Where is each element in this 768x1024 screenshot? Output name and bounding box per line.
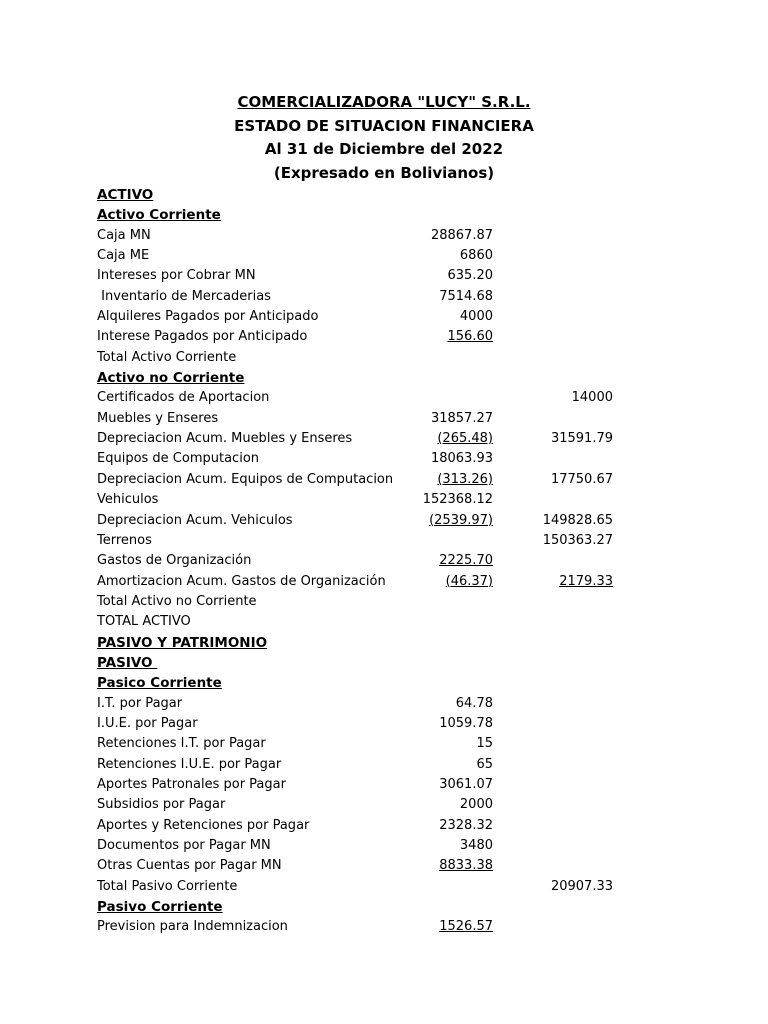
account-row bbox=[0, 755, 768, 775]
account-label: Aportes Patronales por Pagar bbox=[97, 776, 286, 792]
account-label: Vehiculos bbox=[97, 492, 159, 508]
account-row bbox=[0, 856, 768, 876]
account-row bbox=[0, 511, 768, 531]
total-amount: 149828.65 bbox=[542, 512, 613, 528]
account-label: Retenciones I.T. por Pagar bbox=[97, 736, 266, 752]
account-row bbox=[0, 409, 768, 429]
detail-amount: 156.60 bbox=[447, 329, 493, 345]
account-row bbox=[0, 266, 768, 286]
detail-amount: 18063.93 bbox=[430, 451, 493, 467]
detail-amount: 2225.70 bbox=[439, 553, 493, 569]
account-row bbox=[0, 551, 768, 571]
detail-amount: 4000 bbox=[459, 309, 493, 325]
account-label: Prevision para Indemnizacion bbox=[97, 919, 288, 935]
account-row bbox=[0, 612, 768, 632]
total-amount: 17750.67 bbox=[550, 471, 613, 487]
detail-amount: 15 bbox=[476, 736, 493, 752]
account-row bbox=[0, 348, 768, 368]
detail-amount: (46.37) bbox=[445, 573, 493, 589]
account-row bbox=[0, 490, 768, 510]
detail-amount: 1526.57 bbox=[439, 919, 493, 935]
account-row bbox=[0, 775, 768, 795]
account-label: Interese Pagados por Anticipado bbox=[97, 329, 308, 345]
section-heading-row bbox=[0, 653, 768, 673]
account-label: I.U.E. por Pagar bbox=[97, 715, 198, 731]
detail-amount: 3061.07 bbox=[439, 776, 493, 792]
total-amount: 150363.27 bbox=[542, 532, 613, 548]
section-heading-row bbox=[0, 673, 768, 693]
account-row bbox=[0, 917, 768, 937]
account-label: Certificados de Aportacion bbox=[97, 390, 270, 406]
account-label: Caja MN bbox=[97, 227, 151, 243]
section-heading: PASIVO Y PATRIMONIO bbox=[97, 634, 268, 651]
detail-amount: 65 bbox=[476, 756, 493, 772]
account-label: Total Pasivo Corriente bbox=[97, 878, 238, 894]
detail-amount: 2328.32 bbox=[439, 817, 493, 833]
account-row bbox=[0, 287, 768, 307]
account-label: Total Activo no Corriente bbox=[97, 593, 257, 609]
detail-amount: 2000 bbox=[459, 797, 493, 813]
detail-amount: 3480 bbox=[459, 838, 493, 853]
account-label: Intereses por Cobrar MN bbox=[97, 268, 256, 284]
account-row bbox=[0, 734, 768, 754]
section-heading: Activo no Corriente bbox=[97, 370, 245, 387]
detail-amount: 7514.68 bbox=[439, 288, 493, 304]
account-row bbox=[0, 694, 768, 714]
section-heading: Pasivo Corriente bbox=[97, 899, 223, 916]
detail-amount: 31857.27 bbox=[430, 410, 493, 426]
detail-amount: (2539.97) bbox=[429, 512, 493, 528]
account-label: Total Activo Corriente bbox=[97, 349, 237, 365]
total-amount: 20907.33 bbox=[550, 878, 613, 894]
account-row bbox=[0, 714, 768, 734]
account-label: Muebles y Enseres bbox=[97, 410, 219, 426]
account-label: Depreciacion Acum. Equipos de Computacion bbox=[97, 471, 394, 487]
account-label: I.T. por Pagar bbox=[97, 695, 183, 711]
account-row bbox=[0, 795, 768, 815]
detail-amount: 635.20 bbox=[447, 268, 493, 284]
account-row bbox=[0, 877, 768, 897]
document-header bbox=[0, 91, 768, 185]
account-label: TOTAL ACTIVO bbox=[97, 614, 191, 630]
detail-amount: 152368.12 bbox=[422, 492, 493, 508]
section-heading: ACTIVO bbox=[97, 187, 154, 203]
statement-title: ESTADO DE SITUACION FINANCIERA bbox=[234, 116, 534, 135]
account-label: Terrenos bbox=[97, 532, 152, 548]
account-row bbox=[0, 388, 768, 408]
account-row bbox=[0, 246, 768, 266]
detail-amount: 28867.87 bbox=[430, 227, 493, 243]
account-label: Inventario de Mercaderias bbox=[97, 288, 271, 304]
section-heading-row bbox=[0, 897, 768, 917]
account-row bbox=[0, 327, 768, 347]
section-heading-row bbox=[0, 205, 768, 225]
account-label: Amortizacion Acum. Gastos de Organización bbox=[97, 573, 386, 589]
account-row bbox=[0, 572, 768, 592]
detail-amount: (265.48) bbox=[437, 431, 493, 447]
detail-amount: 8833.38 bbox=[439, 858, 493, 874]
account-label: Aportes y Retenciones por Pagar bbox=[97, 817, 310, 833]
detail-amount: (313.26) bbox=[437, 471, 493, 487]
total-amount: 31591.79 bbox=[550, 431, 613, 447]
account-row bbox=[0, 836, 768, 856]
account-row bbox=[0, 226, 768, 246]
balance-sheet-table bbox=[0, 185, 768, 938]
account-row bbox=[0, 449, 768, 469]
account-label: Depreciacion Acum. Muebles y Enseres bbox=[97, 431, 353, 447]
account-label: Gastos de Organización bbox=[97, 553, 252, 569]
account-label: Retenciones I.U.E. por Pagar bbox=[97, 756, 282, 772]
account-row bbox=[0, 592, 768, 612]
account-label: Alquileres Pagados por Anticipado bbox=[97, 309, 319, 325]
account-label: Documentos por Pagar MN bbox=[97, 838, 271, 853]
company-name: COMERCIALIZADORA "LUCY" S.R.L. bbox=[237, 93, 531, 111]
section-heading-row bbox=[0, 185, 768, 205]
account-label: Subsidios por Pagar bbox=[97, 797, 226, 813]
account-label: Depreciacion Acum. Vehiculos bbox=[97, 512, 293, 528]
account-label: Equipos de Computacion bbox=[97, 451, 260, 467]
account-row bbox=[0, 816, 768, 836]
account-row bbox=[0, 307, 768, 327]
account-label: Otras Cuentas por Pagar MN bbox=[97, 858, 282, 874]
detail-amount: 1059.78 bbox=[439, 715, 493, 731]
account-label: Caja ME bbox=[97, 248, 150, 264]
total-amount: 14000 bbox=[571, 390, 613, 406]
section-heading-row bbox=[0, 633, 768, 653]
account-row bbox=[0, 470, 768, 490]
detail-amount: 64.78 bbox=[455, 695, 493, 711]
total-amount: 2179.33 bbox=[559, 573, 613, 589]
detail-amount: 6860 bbox=[459, 248, 493, 264]
account-row bbox=[0, 531, 768, 551]
section-heading: PASIVO bbox=[97, 654, 158, 671]
currency-note: (Expresado en Bolivianos) bbox=[273, 163, 495, 182]
section-heading: Pasico Corriente bbox=[97, 675, 222, 692]
section-heading: Activo Corriente bbox=[97, 207, 221, 224]
statement-date: Al 31 de Diciembre del 2022 bbox=[264, 140, 504, 158]
account-row bbox=[0, 429, 768, 449]
section-heading-row bbox=[0, 368, 768, 388]
